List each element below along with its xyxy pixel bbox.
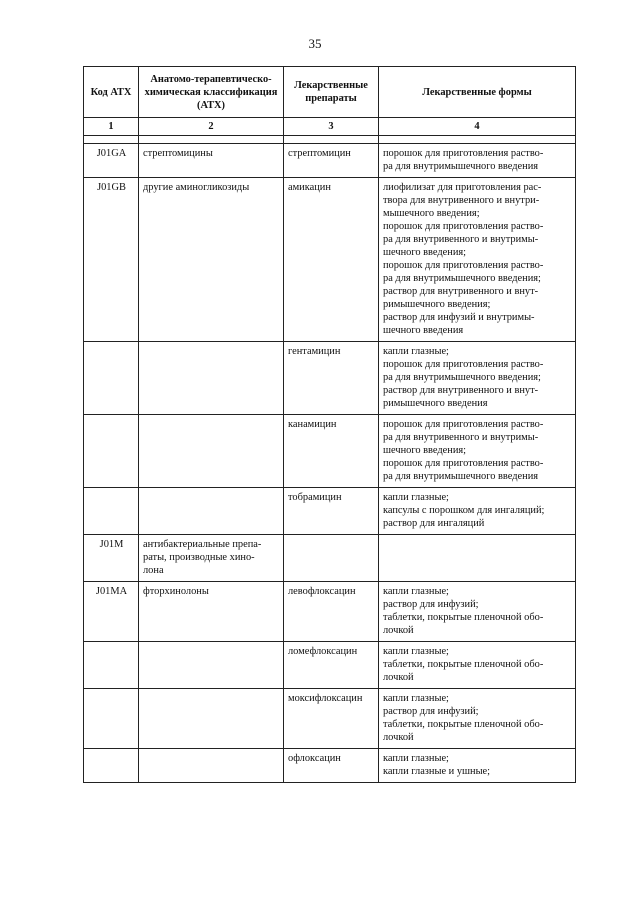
header-atx-classification: Анатомо-терапевтическо- химическая классификация (АТХ) xyxy=(139,67,284,118)
column-number: 3 xyxy=(284,118,379,136)
table-row xyxy=(84,642,576,689)
classification-cell xyxy=(139,342,284,415)
table-row xyxy=(84,488,576,535)
classification-cell xyxy=(139,642,284,689)
table-row xyxy=(84,749,576,783)
atx-code-cell xyxy=(84,642,139,689)
drug-name-cell: канамицин xyxy=(284,415,379,488)
column-number: 2 xyxy=(139,118,284,136)
drug-name-cell: ломефлоксацин xyxy=(284,642,379,689)
dosage-forms-cell: капли глазные; раствор для инфузий; таблетки, покрытые пленочной обо- лочкой xyxy=(379,582,576,642)
column-number: 1 xyxy=(84,118,139,136)
classification-cell: антибактериальные препа- раты, производные хино- лона xyxy=(139,535,284,582)
header-drugs: Лекарственные препараты xyxy=(284,67,379,118)
header-dosage-forms: Лекарственные формы xyxy=(379,67,576,118)
classification-cell xyxy=(139,488,284,535)
table-row xyxy=(84,535,576,582)
page-number: 35 xyxy=(308,36,322,51)
table-row xyxy=(84,582,576,642)
header-gap-row xyxy=(84,136,576,144)
column-number-row xyxy=(84,118,576,136)
drug-name-cell: левофлоксацин xyxy=(284,582,379,642)
dosage-forms-cell: капли глазные; таблетки, покрытые пленочной обо- лочкой xyxy=(379,642,576,689)
table-row xyxy=(84,144,576,178)
dosage-forms-cell: лиофилизат для приготовления рас- твора для внутривенного и внутри- мышечного введения; порошок для приготовления раство- ра для внутривенного и внутримы- шечного введения; порошок для приготовления раство- ра для внутримышечного введения; раствор для внутривенного и внут- римышечного введения; раствор для инфузий и внутримы- шечного введения xyxy=(379,178,576,342)
atx-code-cell: J01GA xyxy=(84,144,139,178)
table-body xyxy=(84,144,576,783)
atx-code-cell: J01MA xyxy=(84,582,139,642)
drug-name-cell: офлоксацин xyxy=(284,749,379,783)
classification-cell: фторхинолоны xyxy=(139,582,284,642)
atx-code-cell xyxy=(84,342,139,415)
atx-drug-table xyxy=(83,66,576,783)
table-row xyxy=(84,415,576,488)
classification-cell: другие аминогликозиды xyxy=(139,178,284,342)
classification-cell xyxy=(139,749,284,783)
dosage-forms-cell xyxy=(379,535,576,582)
drug-name-cell xyxy=(284,535,379,582)
atx-code-cell xyxy=(84,488,139,535)
header-atx-code: Код АТХ xyxy=(84,67,139,118)
dosage-forms-cell: порошок для приготовления раство- ра для внутримышечного введения xyxy=(379,144,576,178)
drug-name-cell: моксифлоксацин xyxy=(284,689,379,749)
table-row xyxy=(84,689,576,749)
classification-cell xyxy=(139,415,284,488)
atx-code-cell: J01GB xyxy=(84,178,139,342)
dosage-forms-cell: капли глазные; раствор для инфузий; таблетки, покрытые пленочной обо- лочкой xyxy=(379,689,576,749)
drug-name-cell: стрептомицин xyxy=(284,144,379,178)
drug-name-cell: амикацин xyxy=(284,178,379,342)
atx-code-cell xyxy=(84,689,139,749)
drug-name-cell: гентамицин xyxy=(284,342,379,415)
table-row xyxy=(84,342,576,415)
table-row xyxy=(84,178,576,342)
drug-name-cell: тобрамицин xyxy=(284,488,379,535)
atx-code-cell: J01M xyxy=(84,535,139,582)
dosage-forms-cell: капли глазные; порошок для приготовления раство- ра для внутримышечного введения; раствор для внутривенного и внут- римышечного введения xyxy=(379,342,576,415)
dosage-forms-cell: капли глазные; капсулы с порошком для ингаляций; раствор для ингаляций xyxy=(379,488,576,535)
atx-code-cell xyxy=(84,749,139,783)
dosage-forms-cell: порошок для приготовления раство- ра для внутривенного и внутримы- шечного введения; порошок для приготовления раство- ра для внутримышечного введения xyxy=(379,415,576,488)
table-header-row xyxy=(84,67,576,118)
atx-code-cell xyxy=(84,415,139,488)
column-number: 4 xyxy=(379,118,576,136)
classification-cell: стрептомицины xyxy=(139,144,284,178)
dosage-forms-cell: капли глазные; капли глазные и ушные; xyxy=(379,749,576,783)
classification-cell xyxy=(139,689,284,749)
